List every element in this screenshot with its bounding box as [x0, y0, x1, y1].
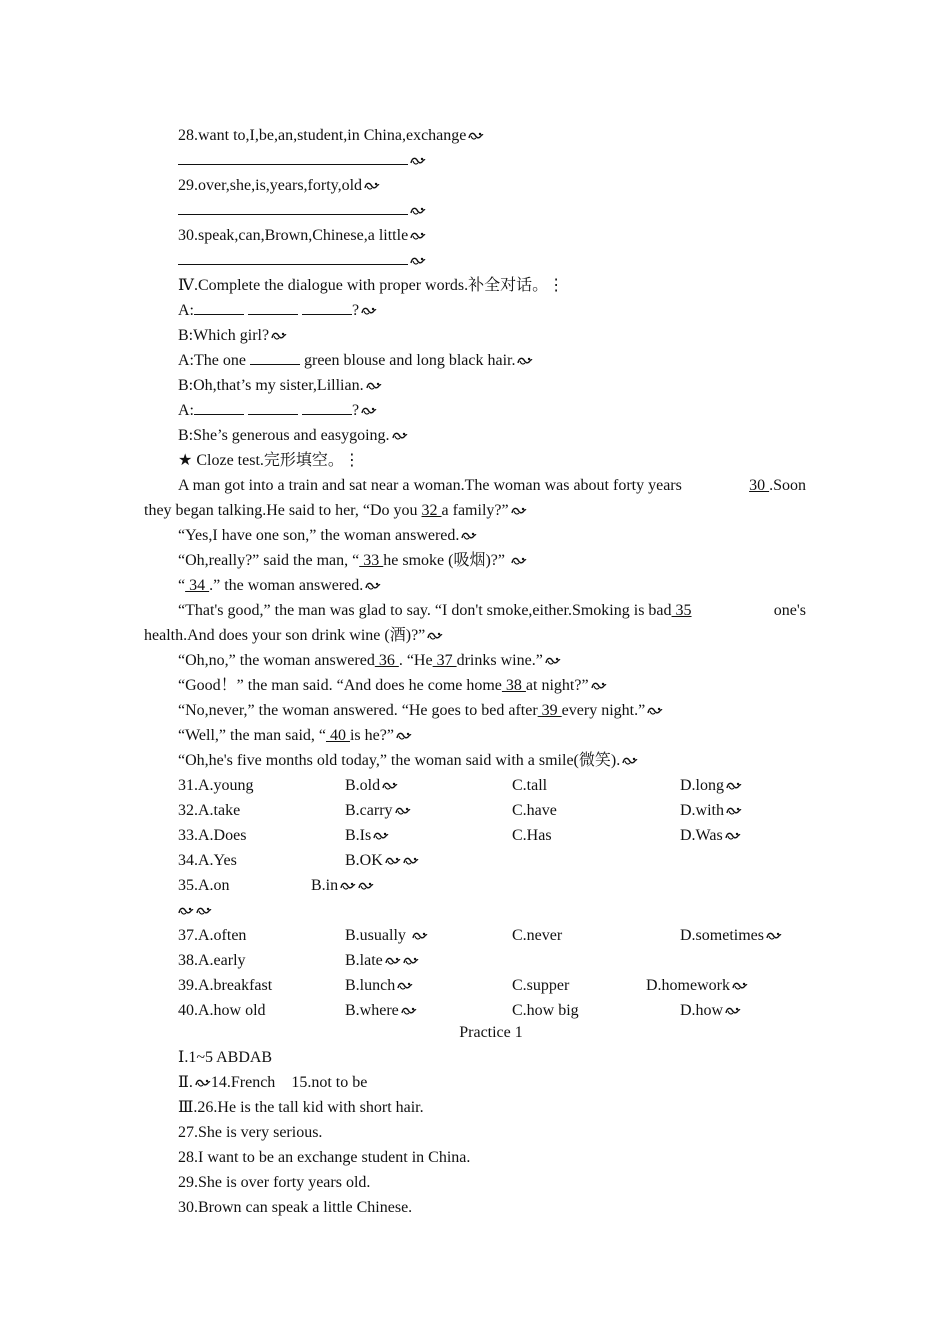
cloze-paragraph-line: “Oh,no,” the woman answered 36 . “He 37 drinks wine.” — [178, 649, 561, 673]
swash-mark-icon — [271, 331, 287, 341]
option: 33.A.Does — [178, 827, 247, 844]
option: C.how big — [512, 1002, 579, 1019]
option: B.carry — [345, 799, 411, 823]
swash-mark-icon — [395, 806, 411, 816]
dialogue-line-3: A:The one green blouse and long black hair. — [178, 349, 533, 373]
answer-line: 28.I want to be an exchange student in China. — [178, 1149, 471, 1166]
q29-answer-line — [178, 199, 426, 223]
swash-mark-icon — [726, 781, 742, 791]
cloze-paragraph-line: “That's good,” the man was glad to say. “I don't smoke,either.Smoking is bad 35 one's — [178, 602, 806, 619]
cloze-paragraph-line: “ 34 .” the woman answered. — [178, 574, 381, 598]
cloze-paragraph-line: “No,never,” the woman answered. “He goes to bed after 39 every night.” — [178, 699, 663, 723]
cloze-paragraph-line: “Good！” the man said. “And does he come home 38 at night?” — [178, 674, 607, 698]
swash-mark-icon — [195, 1078, 211, 1088]
answer-line: Ⅰ.1~5 ABDAB — [178, 1049, 273, 1066]
swash-mark-icon — [410, 231, 426, 241]
option: C.never — [512, 927, 563, 944]
option: 31.A.young — [178, 777, 254, 794]
swash-mark-icon — [427, 631, 443, 641]
option: B.usually — [345, 924, 428, 948]
swash-mark-icon — [358, 881, 374, 891]
swash-mark-icon — [545, 656, 561, 666]
dialogue-line-1: A: ? — [178, 299, 377, 323]
swash-mark-icon — [397, 981, 413, 991]
swash-mark-icon — [725, 1006, 741, 1016]
swash-mark-icon — [396, 731, 412, 741]
answer-line: Ⅲ.26.He is the tall kid with short hair. — [178, 1099, 424, 1116]
option: 38.A.early — [178, 952, 246, 969]
dialogue-line-4: B:Oh,that’s my sister,Lillian. — [178, 374, 382, 398]
option: 37.A.often — [178, 927, 247, 944]
swash-mark-icon — [412, 931, 428, 941]
swash-mark-icon — [766, 931, 782, 941]
swash-mark-icon — [373, 831, 389, 841]
swash-mark-icon — [340, 881, 356, 891]
swash-mark-icon — [591, 681, 607, 691]
option: B.where — [345, 999, 417, 1023]
option: C.have — [512, 802, 557, 819]
swash-mark-icon — [364, 181, 380, 191]
swash-mark-icon — [647, 706, 663, 716]
swash-mark-icon — [725, 831, 741, 841]
cloze-paragraph-line: they began talking.He said to her, “Do you 32 a family?” — [144, 499, 527, 523]
swash-mark-icon — [622, 756, 638, 766]
swash-mark-icon — [511, 506, 527, 516]
dialogue-heading: Ⅳ.Complete the dialogue with proper words.补全对话。⋮ — [178, 277, 565, 294]
answer-line: 30.Brown can speak a little Chinese. — [178, 1199, 413, 1216]
q28-answer-line — [178, 149, 426, 173]
swash-mark-icon — [403, 956, 419, 966]
swash-mark-icon — [410, 206, 426, 216]
option: D.sometimes — [680, 924, 782, 948]
swash-mark-icon — [461, 531, 477, 541]
swash-mark-icon — [392, 431, 408, 441]
swash-mark-icon — [382, 781, 398, 791]
answer-line: 27.She is very serious. — [178, 1124, 323, 1141]
option: 32.A.take — [178, 802, 241, 819]
q28-prompt: 28.want to,I,be,an,student,in China,exchange — [178, 124, 484, 148]
answers-title: Practice 1 — [459, 1024, 523, 1041]
q30-prompt: 30.speak,can,Brown,Chinese,a little — [178, 224, 426, 248]
q29-prompt: 29.over,she,is,years,forty,old — [178, 174, 380, 198]
option: B.lunch — [345, 974, 413, 998]
cloze-paragraph-line: health.And does your son drink wine (酒)?” — [144, 624, 443, 648]
answer-line: Ⅱ. 14.French 15.not to be — [178, 1074, 368, 1091]
dialogue-line-2: B:Which girl? — [178, 324, 287, 348]
swash-mark-icon — [511, 556, 527, 566]
marks-row — [176, 899, 212, 923]
option: 35.A.on — [178, 877, 230, 894]
swash-mark-icon — [468, 131, 484, 141]
option: B.in — [311, 874, 374, 898]
option: B.old — [345, 774, 398, 798]
swash-mark-icon — [361, 306, 377, 316]
option: B.OK — [345, 849, 419, 873]
swash-mark-icon — [178, 906, 194, 916]
option: 34.A.Yes — [178, 852, 237, 869]
option: C.supper — [512, 977, 570, 994]
option: D.Was — [680, 824, 741, 848]
swash-mark-icon — [196, 906, 212, 916]
swash-mark-icon — [366, 381, 382, 391]
q30-answer-line — [178, 249, 426, 273]
option: B.Is — [345, 824, 389, 848]
swash-mark-icon — [410, 156, 426, 166]
cloze-paragraph-line: “Oh,he's five months old today,” the woman said with a smile(微笑). — [178, 749, 638, 773]
option: B.late — [345, 949, 419, 973]
option: C.Has — [512, 827, 552, 844]
swash-mark-icon — [385, 856, 401, 866]
option: D.homework — [646, 974, 748, 998]
swash-mark-icon — [517, 356, 533, 366]
swash-mark-icon — [410, 256, 426, 266]
option: 40.A.how old — [178, 1002, 266, 1019]
swash-mark-icon — [726, 806, 742, 816]
option: D.how — [680, 999, 741, 1023]
option: D.long — [680, 774, 742, 798]
dialogue-line-6: B:She’s generous and easygoing. — [178, 424, 408, 448]
option: 39.A.breakfast — [178, 977, 273, 994]
swash-mark-icon — [361, 406, 377, 416]
swash-mark-icon — [385, 956, 401, 966]
cloze-paragraph-line: “Well,” the man said, “ 40 is he?” — [178, 724, 412, 748]
cloze-paragraph-line: “Oh,really?” said the man, “ 33 he smoke (吸烟)?” — [178, 549, 527, 573]
cloze-paragraph-line: A man got into a train and sat near a woman.The woman was about forty years 30 .Soon — [178, 477, 806, 494]
dialogue-line-5: A: ? — [178, 399, 377, 423]
option: D.with — [680, 799, 742, 823]
swash-mark-icon — [365, 581, 381, 591]
swash-mark-icon — [732, 981, 748, 991]
swash-mark-icon — [401, 1006, 417, 1016]
cloze-paragraph-line: “Yes,I have one son,” the woman answered. — [178, 524, 477, 548]
option: C.tall — [512, 777, 548, 794]
cloze-heading: ★ Cloze test.完形填空。⋮ — [178, 452, 360, 469]
swash-mark-icon — [403, 856, 419, 866]
answer-line: 29.She is over forty years old. — [178, 1174, 371, 1191]
